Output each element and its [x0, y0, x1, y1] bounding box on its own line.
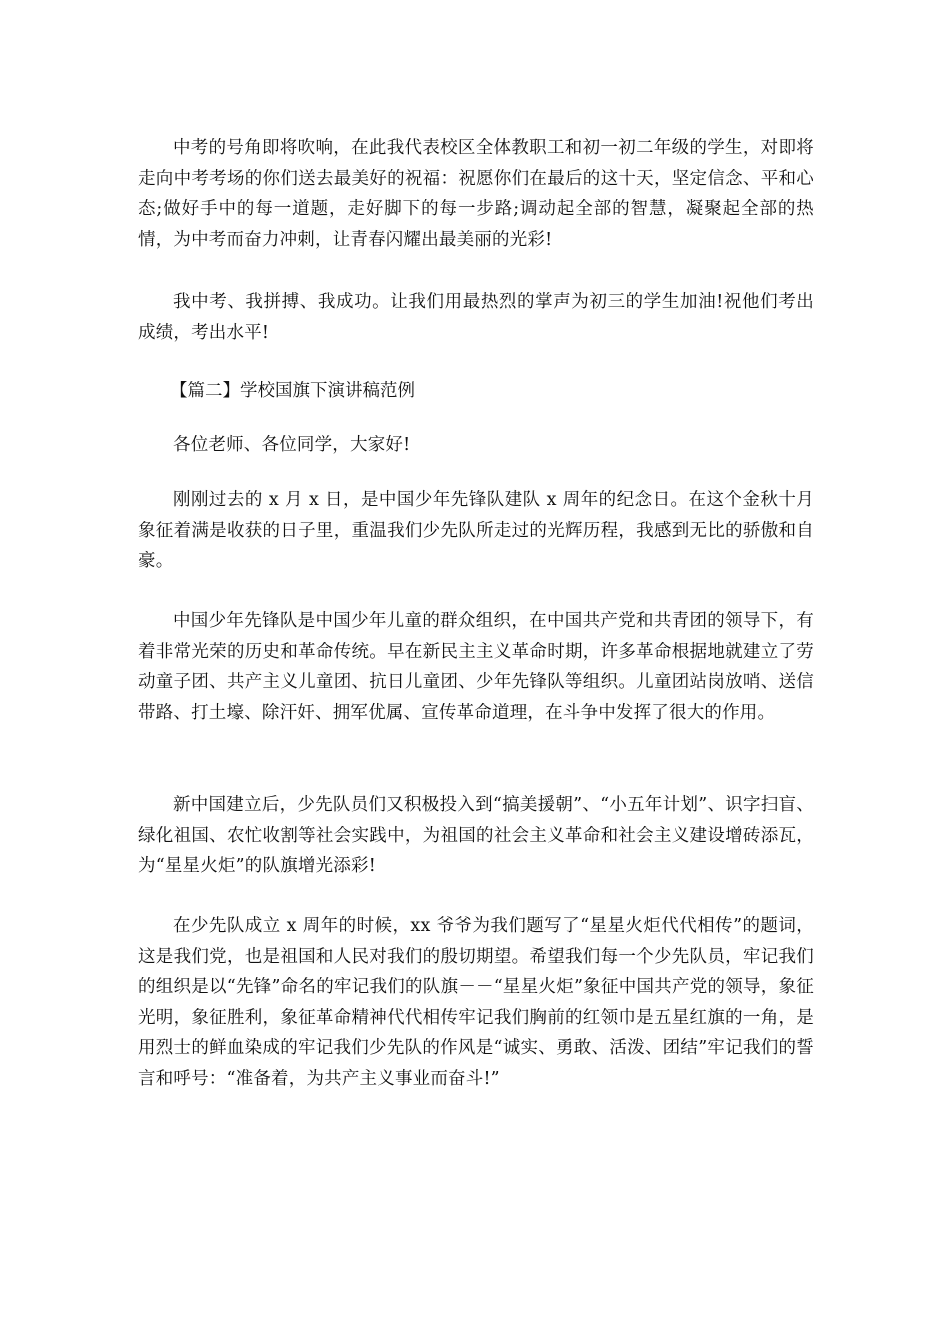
paragraph-anniversary: 刚刚过去的 x 月 x 日，是中国少年先锋队建队 x 周年的纪念日。在这个金秋十月象征着满是收获的日子里，重温我们少先队所走过的光辉历程，我感到无比的骄傲和自豪。: [138, 490, 814, 571]
paragraph-greeting: 各位老师、各位同学，大家好!: [173, 435, 411, 455]
paragraph-blessing: 中考的号角即将吹响，在此我代表校区全体教职工和初一初二年级的学生，对即将走向中考考场的你们送去最美好的祝福：祝愿你们在最后的这十天，坚定信念、平和心态;做好手中的每一道题，走好脚下的每一步路;调动起全部的智慧，凝聚起全部的热情，为中考而奋力冲刺，让青春闪耀出最美丽的光彩!: [138, 138, 814, 250]
paragraph-new-china: 新中国建立后，少先队员们又积极投入到“搞美援朝”、“小五年计划”、识字扫盲、绿化祖国、农忙收割等社会实践中，为祖国的社会主义革命和社会主义建设增砖添瓦，为“星星火炬”的队旗增光添彩!: [138, 795, 814, 876]
paragraph-torch: 在少先队成立 x 周年的时候，xx 爷爷为我们题写了“星星火炬代代相传”的题词，这是我们党，也是祖国和人民对我们的殷切期望。希望我们每一个少先队员，牢记我们的组织是以“先锋”命名的牢记我们的队旗－－“星星火炬”象征中国共产党的领导，象征光明，象征胜利，象征革命精神代代相传牢记我们胸前的红领巾是五星红旗的一角，是用烈士的鲜血染成的牢记我们少先队的作风是“诚实、勇敢、活泼、团结”牢记我们的誓言和呼号：“准备着，为共产主义事业而奋斗!”: [138, 916, 814, 1089]
paragraph-history: 中国少年先锋队是中国少年儿童的群众组织，在中国共产党和共青团的领导下，有着非常光荣的历史和革命传统。早在新民主主义革命时期，许多革命根据地就建立了劳动童子团、共产主义儿童团、抗日儿童团、少年先锋队等组织。儿童团站岗放哨、送信带路、打土壕、除汗奸、拥军优属、宣传革命道理，在斗争中发挥了很大的作用。: [138, 611, 814, 723]
paragraph-cheer: 我中考、我拼搏、我成功。让我们用最热烈的掌声为初三的学生加油!祝他们考出成绩，考出水平!: [138, 292, 814, 343]
section-heading: 【篇二】学校国旗下演讲稿范例: [170, 381, 415, 401]
